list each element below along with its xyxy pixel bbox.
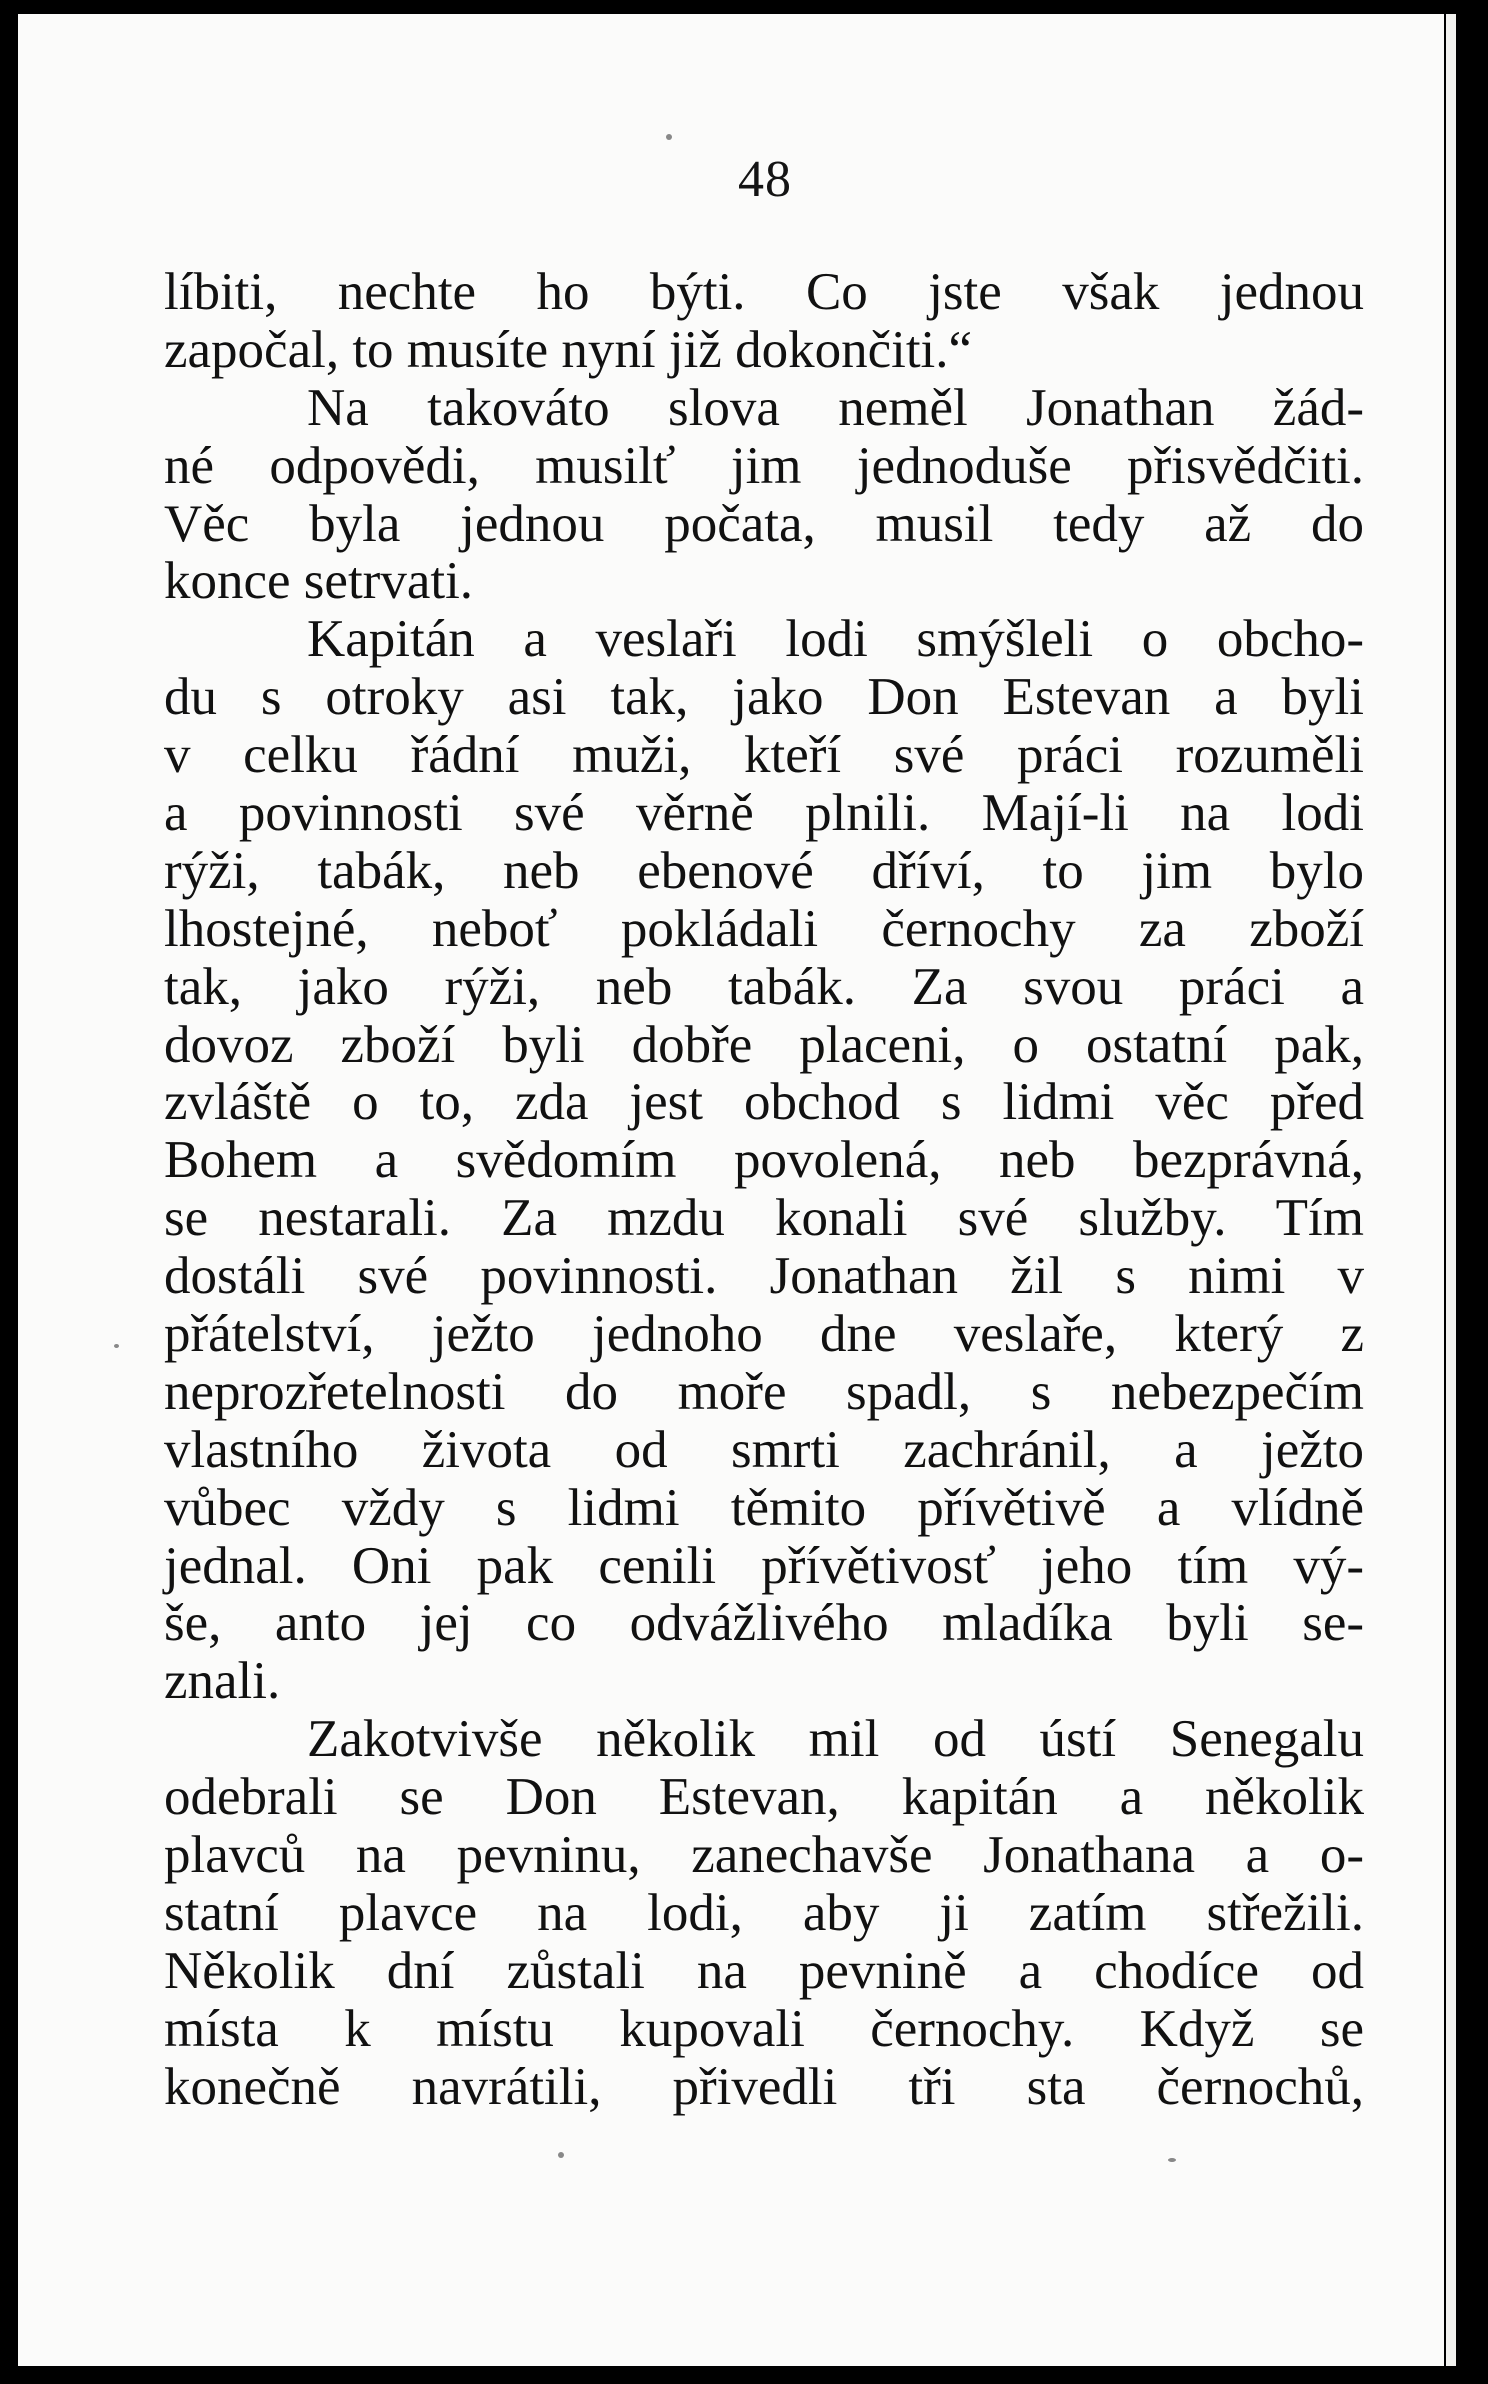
text-line: du s otroky asi tak, jako Don Estevan a byli: [164, 668, 1364, 727]
text-line: rýži, tabák, neb ebenové dříví, to jim bylo: [164, 841, 1364, 900]
text-line: neprozřetelnosti do moře spadl, s nebezpečím: [164, 1362, 1364, 1421]
text-line: dovoz zboží byli dobře placeni, o ostatní pak,: [164, 1015, 1364, 1074]
text-line: še, anto jej co odvážlivého mladíka byli se-: [164, 1594, 1364, 1653]
text-line: Zakotvivše několik mil od ústí Senegalu: [307, 1710, 1364, 1769]
text-line: konce setrvati.: [164, 552, 474, 611]
text-line: místa k místu kupovali černochy. Když se: [164, 1999, 1364, 2058]
ink-speck: [558, 2152, 564, 2158]
text-line: v celku řádní muži, kteří své práci rozuměli: [164, 726, 1364, 785]
text-line: Věc byla jednou počata, musil tedy až do: [164, 494, 1364, 553]
text-line: plavců na pevninu, zanechavše Jonathana a o-: [164, 1826, 1364, 1885]
ink-speck: [666, 134, 672, 140]
text-line: se nestarali. Za mzdu konali své služby. Tím: [164, 1189, 1364, 1248]
text-line: Několik dní zůstali na pevnině a chodíce od: [164, 1941, 1364, 2000]
text-line: započal, to musíte nyní již dokončiti.“: [164, 320, 973, 379]
text-line: zvláště o to, zda jest obchod s lidmi věc před: [164, 1073, 1364, 1132]
text-line: Kapitán a veslaři lodi smýšleli o obcho-: [307, 610, 1364, 669]
text-line: Na takováto slova neměl Jonathan žád-: [307, 378, 1364, 437]
page-edge: [1446, 14, 1456, 2366]
ink-speck: [1168, 2158, 1176, 2162]
text-line: dostáli své povinnosti. Jonathan žil s nimi v: [164, 1247, 1364, 1306]
text-line: tak, jako rýži, neb tabák. Za svou práci a: [164, 957, 1364, 1016]
text-line: odebrali se Don Estevan, kapitán a několik: [164, 1768, 1364, 1827]
text-line: vůbec vždy s lidmi těmito přívětivě a vlídně: [164, 1478, 1364, 1537]
text-line: lhostejné, neboť pokládali černochy za zboží: [164, 899, 1364, 958]
text-line: Bohem a svědomím povolená, neb bezprávná,: [164, 1131, 1364, 1190]
text-line: líbiti, nechte ho býti. Co jste však jednou: [164, 263, 1364, 321]
text-line: statní plavce na lodi, aby ji zatím střežili.: [164, 1883, 1364, 1942]
ink-speck: [114, 1344, 119, 1348]
text-line: né odpovědi, musilť jim jednoduše přisvědčiti.: [164, 436, 1364, 495]
text-line: a povinnosti své věrně plnili. Mají-li na lodi: [164, 784, 1364, 843]
body-text: [164, 264, 1364, 2117]
text-line: znali.: [164, 1652, 281, 1711]
text-line: přátelství, ježto jednoho dne veslaře, který z: [164, 1305, 1364, 1364]
text-line: vlastního života od smrti zachránil, a ježto: [164, 1420, 1364, 1479]
text-line: konečně navrátili, přivedli tři sta černochů,: [164, 2057, 1364, 2116]
page-number: 48: [738, 151, 792, 208]
text-line: jednal. Oni pak cenili přívětivosť jeho tím vý-: [164, 1536, 1364, 1595]
